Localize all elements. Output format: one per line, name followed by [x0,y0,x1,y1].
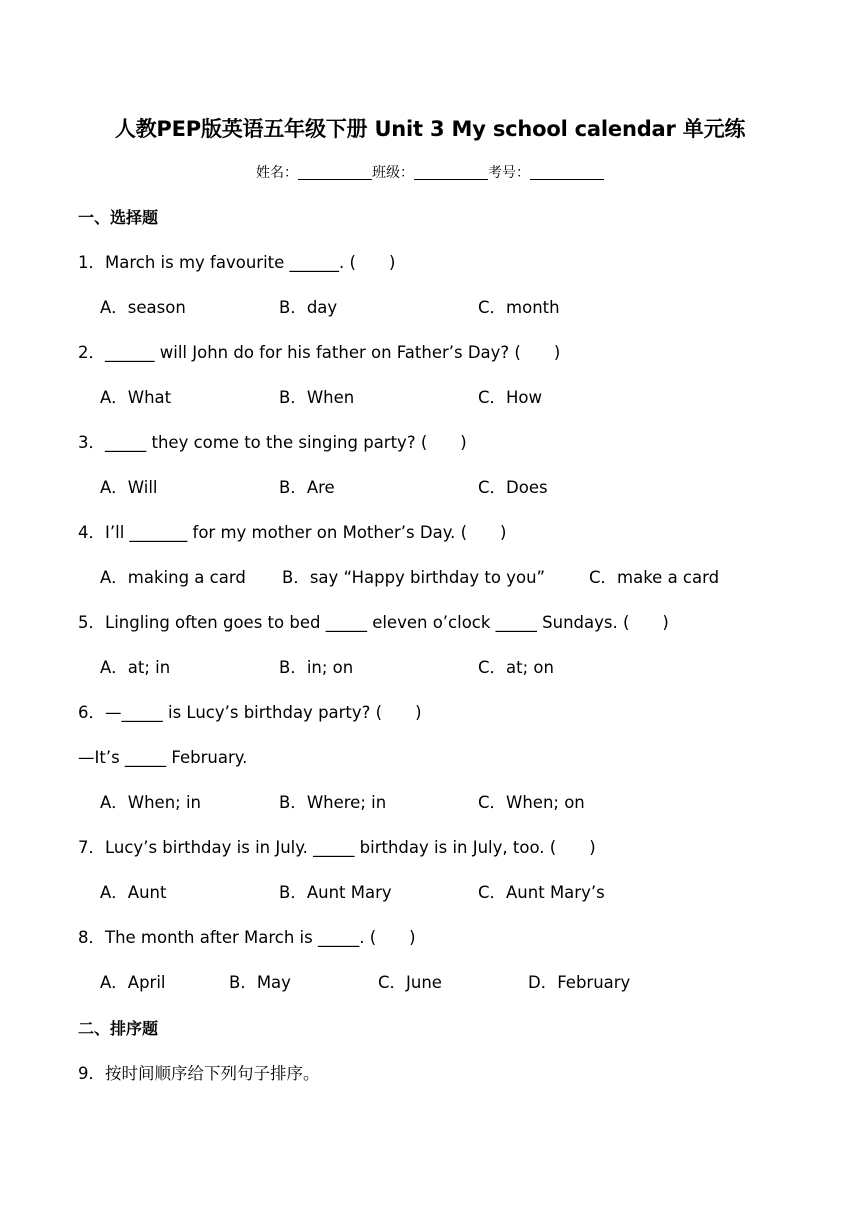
option-a[interactable]: A．Aunt [100,883,167,902]
option-b[interactable]: B．Where; in [279,793,387,812]
option-a[interactable]: A．at; in [100,658,171,677]
number-label: 考号： [488,165,530,181]
student-info-row [0,162,860,182]
question-stem: 2．______ will John do for his father on Father’s Day? ( ) [78,343,561,362]
number-blank[interactable] [530,165,604,180]
question-stem: 6．—_____ is Lucy’s birthday party? ( ) [78,703,422,722]
option-a[interactable]: A．What [100,388,172,407]
option-c[interactable]: C．at; on [478,658,554,677]
option-a[interactable]: A．April [100,973,166,992]
option-c[interactable]: C．When; on [478,793,585,812]
option-c[interactable]: C．June [378,973,442,992]
option-a[interactable]: A．Will [100,478,158,497]
option-d[interactable]: D．February [528,973,631,992]
section-heading-ordering: 二、排序题 [78,1019,159,1038]
option-a[interactable]: A．When; in [100,793,202,812]
option-b[interactable]: B．When [279,388,355,407]
name-blank[interactable] [298,165,372,180]
option-b[interactable]: B．day [279,298,338,317]
question-stem: 8．The month after March is _____. ( ) [78,928,416,947]
question-stem: 9．按时间顺序给下列句子排序。 [78,1064,320,1083]
option-b[interactable]: B．say “Happy birthday to you” [282,568,546,587]
question-stem: 7．Lucy’s birthday is in July. _____ birthday is in July, too. ( ) [78,838,596,857]
option-c[interactable]: C．make a card [589,568,720,587]
option-c[interactable]: C．How [478,388,543,407]
class-label: 班级： [372,165,414,181]
question-stem: 4．I’ll _______ for my mother on Mother’s Day. ( ) [78,523,507,542]
option-b[interactable]: B．Aunt Mary [279,883,392,902]
question-stem: 3．_____ they come to the singing party? ( ) [78,433,467,452]
section-heading-choice: 一、选择题 [78,208,159,227]
option-b[interactable]: B．Are [279,478,335,497]
option-b[interactable]: B．in; on [279,658,354,677]
option-a[interactable]: A．season [100,298,186,317]
class-blank[interactable] [414,165,488,180]
name-label: 姓名： [256,165,298,181]
question-stem: 1．March is my favourite ______. ( ) [78,253,396,272]
option-a[interactable]: A．making a card [100,568,246,587]
option-c[interactable]: C．Does [478,478,548,497]
option-c[interactable]: C．Aunt Mary’s [478,883,605,902]
document-title: 人教PEP版英语五年级下册 Unit 3 My school calendar 单元练 [114,117,746,141]
option-c[interactable]: C．month [478,298,560,317]
question-stem-continued: —It’s _____ February. [78,748,248,767]
option-b[interactable]: B．May [229,973,291,992]
question-stem: 5．Lingling often goes to bed _____ eleven o’clock _____ Sundays. ( ) [78,613,669,632]
